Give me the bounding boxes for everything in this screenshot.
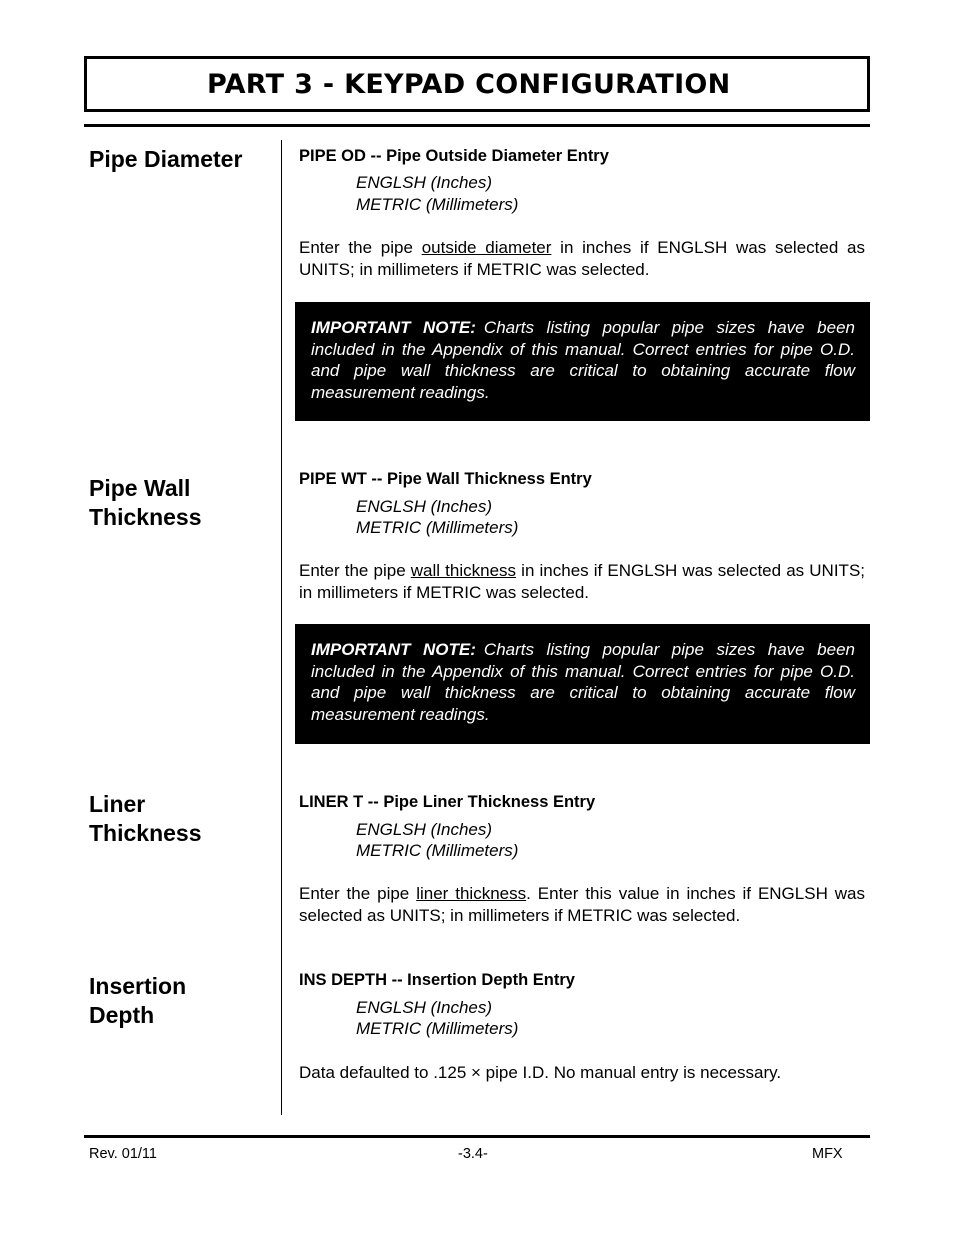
underlined-term: outside diameter (421, 238, 552, 257)
unit-metric: METRIC (Millimeters) (356, 841, 519, 860)
paragraph-pipe-od: Enter the pipe outside diameter in inches if ENGLSH was selected as UNITS; in millimeters if METRIC was selected. (299, 238, 865, 279)
side-heading-pipe-wall-thickness: Pipe Wall Thickness (89, 475, 202, 530)
unit-metric: METRIC (Millimeters) (356, 1019, 519, 1038)
paragraph-liner-t: Enter the pipe liner thickness. Enter this value in inches if ENGLSH was selected as UNITS; in millimeters if METRIC was selected. (299, 884, 866, 925)
note-text: Charts listing popular pipe sizes have been included in the Appendix of this manual. Correct entries for pipe O.D. and pipe wall thickness are critical to obtaining accurate flow measurement readings. (311, 640, 856, 724)
footer-revision: Rev. 01/11 (89, 1146, 157, 1162)
unit-metric: METRIC (Millimeters) (356, 195, 519, 214)
footer-product: MFX (812, 1146, 843, 1162)
header-rule (84, 124, 870, 127)
page-title-box (84, 56, 870, 112)
underlined-term: liner thickness (416, 884, 527, 903)
unit-english: ENGLSH (Inches) (356, 820, 493, 839)
note-label: IMPORTANT NOTE: (311, 640, 476, 659)
paragraph-ins-depth: Data defaulted to .125 × pipe I.D. No manual entry is necessary. (299, 1063, 782, 1082)
unit-english: ENGLSH (Inches) (356, 998, 493, 1017)
side-heading-insertion-depth: Insertion Depth (89, 973, 187, 1028)
underlined-term: wall thickness (410, 561, 517, 580)
important-note-box (295, 302, 870, 421)
unit-metric: METRIC (Millimeters) (356, 518, 519, 537)
entry-title-pipe-od: PIPE OD -- Pipe Outside Diameter Entry (299, 147, 609, 165)
footer-page-number: -3.4- (458, 1146, 488, 1162)
footer-rule (84, 1135, 870, 1138)
entry-title-liner-t: LINER T -- Pipe Liner Thickness Entry (299, 793, 596, 811)
important-note-box (295, 624, 870, 744)
page-title: PART 3 - KEYPAD CONFIGURATION (207, 69, 731, 100)
side-heading-liner-thickness: Liner Thickness (89, 791, 202, 846)
note-text: Charts listing popular pipe sizes have been included in the Appendix of this manual. Correct entries for pipe O.D. and pipe wall thickness are critical to obtaining accurate flow measurement readings. (311, 318, 856, 402)
unit-english: ENGLSH (Inches) (356, 497, 493, 516)
paragraph-pipe-wt: Enter the pipe wall thickness in inches if ENGLSH was selected as UNITS; in millimeters if METRIC was selected. (299, 561, 866, 602)
note-label: IMPORTANT NOTE: (311, 318, 476, 337)
entry-title-ins-depth: INS DEPTH -- Insertion Depth Entry (299, 971, 575, 989)
unit-english: ENGLSH (Inches) (356, 173, 493, 192)
column-divider (281, 140, 282, 1115)
side-heading-pipe-diameter: Pipe Diameter (89, 146, 243, 172)
entry-title-pipe-wt: PIPE WT -- Pipe Wall Thickness Entry (299, 470, 592, 488)
